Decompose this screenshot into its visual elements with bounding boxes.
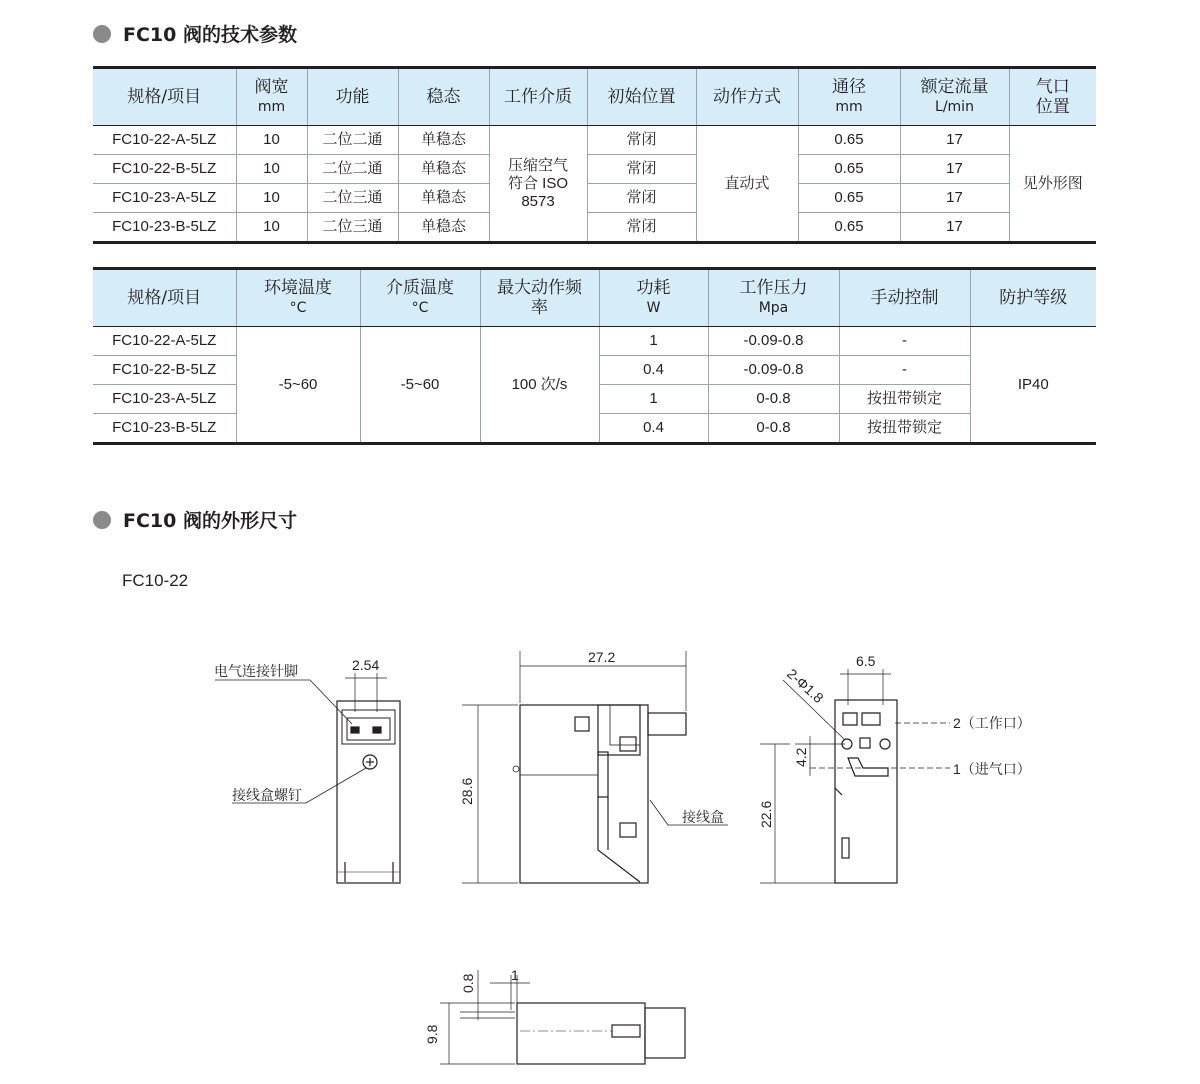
cell-function: 二位二通 — [307, 126, 398, 155]
cell-initial: 常闭 — [587, 126, 696, 155]
screw-label: 接线盒螺钉 — [232, 787, 302, 803]
cell-pressure: -0.09-0.8 — [708, 356, 839, 385]
section-title-text: FC10 阀的技术参数 — [123, 24, 297, 46]
cell-initial: 常闭 — [587, 184, 696, 213]
header-function: 功能 — [307, 68, 398, 126]
cell-model: FC10-23-B-5LZ — [93, 213, 236, 243]
cell-diameter: 0.65 — [798, 213, 900, 243]
header-state: 稳态 — [398, 68, 489, 126]
cell-flow: 17 — [900, 126, 1009, 155]
end-view — [760, 669, 950, 883]
cell-pressure: -0.09-0.8 — [708, 327, 839, 356]
header-action: 动作方式 — [696, 68, 798, 126]
front-view — [215, 673, 400, 883]
header-power: 功耗 W — [599, 269, 708, 327]
cell-state: 单稳态 — [398, 126, 489, 155]
pin-label: 电气连接针脚 — [214, 663, 298, 679]
header-model: 规格/项目 — [93, 269, 236, 327]
cell-power: 1 — [599, 385, 708, 414]
cell-model: FC10-23-A-5LZ — [93, 385, 236, 414]
cell-manual: - — [839, 356, 970, 385]
cell-state: 单稳态 — [398, 155, 489, 184]
bottom-view — [440, 970, 685, 1064]
cell-env-temp: -5~60 — [236, 327, 360, 444]
cell-width: 10 — [236, 213, 307, 243]
cell-flow: 17 — [900, 184, 1009, 213]
model-label: FC10-22 — [122, 571, 189, 590]
cell-pressure: 0-0.8 — [708, 385, 839, 414]
hole-dim: 2-Φ1.8 — [783, 665, 827, 707]
header-width: 阀宽 mm — [236, 68, 307, 126]
header-medium: 工作介质 — [489, 68, 587, 126]
port-spacing-dim: 4.2 — [793, 747, 809, 767]
header-flow: 额定流量 L/min — [900, 68, 1009, 126]
cell-model: FC10-22-A-5LZ — [93, 327, 236, 356]
cell-diameter: 0.65 — [798, 184, 900, 213]
header-med-temp: 介质温度 °C — [360, 269, 480, 327]
cell-model: FC10-22-B-5LZ — [93, 356, 236, 385]
header-env-temp: 环境温度 °C — [236, 269, 360, 327]
cell-width: 10 — [236, 155, 307, 184]
cell-width: 10 — [236, 126, 307, 155]
side-view — [462, 651, 728, 883]
small-dim-b: 1 — [511, 967, 519, 983]
cell-function: 二位二通 — [307, 155, 398, 184]
cell-manual: 按扭带锁定 — [839, 385, 970, 414]
header-diameter: 通径 mm — [798, 68, 900, 126]
cell-pressure: 0-0.8 — [708, 414, 839, 444]
cell-med-temp: -5~60 — [360, 327, 480, 444]
header-initial: 初始位置 — [587, 68, 696, 126]
cell-function: 二位三通 — [307, 184, 398, 213]
port-height-dim: 22.6 — [758, 800, 774, 828]
cell-initial: 常闭 — [587, 155, 696, 184]
cell-state: 单稳态 — [398, 184, 489, 213]
width-dim: 27.2 — [588, 649, 616, 665]
cell-diameter: 0.65 — [798, 155, 900, 184]
height-dim: 28.6 — [459, 777, 475, 805]
cell-power: 0.4 — [599, 356, 708, 385]
section-title-text: FC10 阀的外形尺寸 — [123, 510, 297, 532]
cell-manual: 按扭带锁定 — [839, 414, 970, 444]
cell-manual: - — [839, 327, 970, 356]
cell-port: 见外形图 — [1009, 126, 1096, 243]
cell-power: 1 — [599, 327, 708, 356]
header-manual: 手动控制 — [839, 269, 970, 327]
cell-model: FC10-22-B-5LZ — [93, 155, 236, 184]
cell-flow: 17 — [900, 213, 1009, 243]
cell-action: 直动式 — [696, 126, 798, 243]
cell-protection: IP40 — [970, 327, 1096, 444]
pin-dim: 2.54 — [352, 657, 380, 673]
cell-medium: 压缩空气 符合 ISO 8573 — [489, 126, 587, 243]
header-pressure: 工作压力 Mpa — [708, 269, 839, 327]
cell-power: 0.4 — [599, 414, 708, 444]
cell-function: 二位三通 — [307, 213, 398, 243]
side-width-dim: 6.5 — [856, 653, 876, 669]
cell-model: FC10-22-A-5LZ — [93, 126, 236, 155]
header-model: 规格/项目 — [93, 68, 236, 126]
port2-label: 2（工作口） — [953, 715, 1031, 731]
cell-state: 单稳态 — [398, 213, 489, 243]
cell-frequency: 100 次/s — [480, 327, 599, 444]
cell-initial: 常闭 — [587, 213, 696, 243]
small-dim-a: 0.8 — [460, 973, 476, 993]
bottom-height-dim: 9.8 — [424, 1024, 440, 1044]
box-label: 接线盒 — [682, 809, 724, 825]
port1-label: 1（进气口） — [953, 761, 1031, 777]
cell-width: 10 — [236, 184, 307, 213]
header-frequency: 最大动作频 率 — [480, 269, 599, 327]
cell-model: FC10-23-B-5LZ — [93, 414, 236, 444]
header-protection: 防护等级 — [970, 269, 1096, 327]
header-port: 气口 位置 — [1009, 68, 1096, 126]
cell-diameter: 0.65 — [798, 126, 900, 155]
cell-flow: 17 — [900, 155, 1009, 184]
cell-model: FC10-23-A-5LZ — [93, 184, 236, 213]
